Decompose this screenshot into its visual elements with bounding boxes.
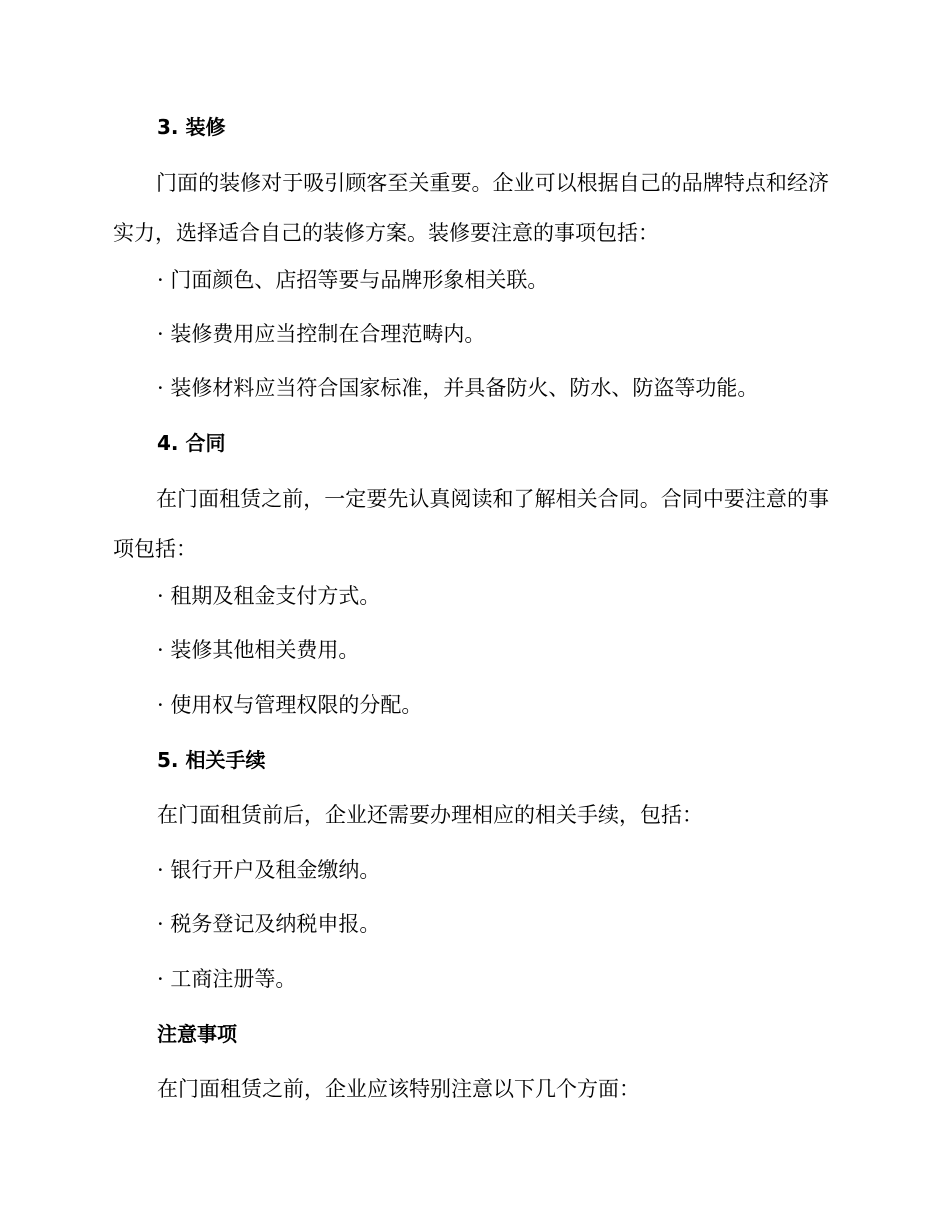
bullet-item: · 税务登记及纳税申报。 <box>157 912 381 936</box>
section-paragraph-decoration: 门面的装修对于吸引顾客至关重要。企业可以根据自己的品牌特点和经济实力，选择适合自己的装修方案。装修要注意的事项包括： <box>113 171 829 245</box>
section-paragraph-notes: 在门面租赁之前，企业应该特别注意以下几个方面： <box>157 1077 640 1101</box>
bullet-item: · 使用权与管理权限的分配。 <box>157 693 423 717</box>
bullet-item: · 装修费用应当控制在合理范畴内。 <box>157 322 486 346</box>
section-heading-notes: 注意事项 <box>157 1022 237 1046</box>
section-paragraph-contract: 在门面租赁之前，一定要先认真阅读和了解相关合同。合同中要注意的事项包括： <box>113 487 829 561</box>
bullet-item: · 门面颜色、店招等要与品牌形象相关联。 <box>157 268 549 292</box>
bullet-item: · 装修材料应当符合国家标准，并具备防火、防水、防盗等功能。 <box>157 376 759 400</box>
section-heading-procedures: 5. 相关手续 <box>157 748 266 772</box>
bullet-item: · 租期及租金支付方式。 <box>157 584 381 608</box>
section-heading-decoration: 3. 装修 <box>157 115 226 139</box>
section-heading-contract: 4. 合同 <box>157 431 226 455</box>
bullet-item: · 装修其他相关费用。 <box>157 638 360 662</box>
section-paragraph-procedures: 在门面租赁前后，企业还需要办理相应的相关手续，包括： <box>157 803 703 827</box>
bullet-item: · 银行开户及租金缴纳。 <box>157 858 381 882</box>
bullet-item: · 工商注册等。 <box>157 967 297 991</box>
